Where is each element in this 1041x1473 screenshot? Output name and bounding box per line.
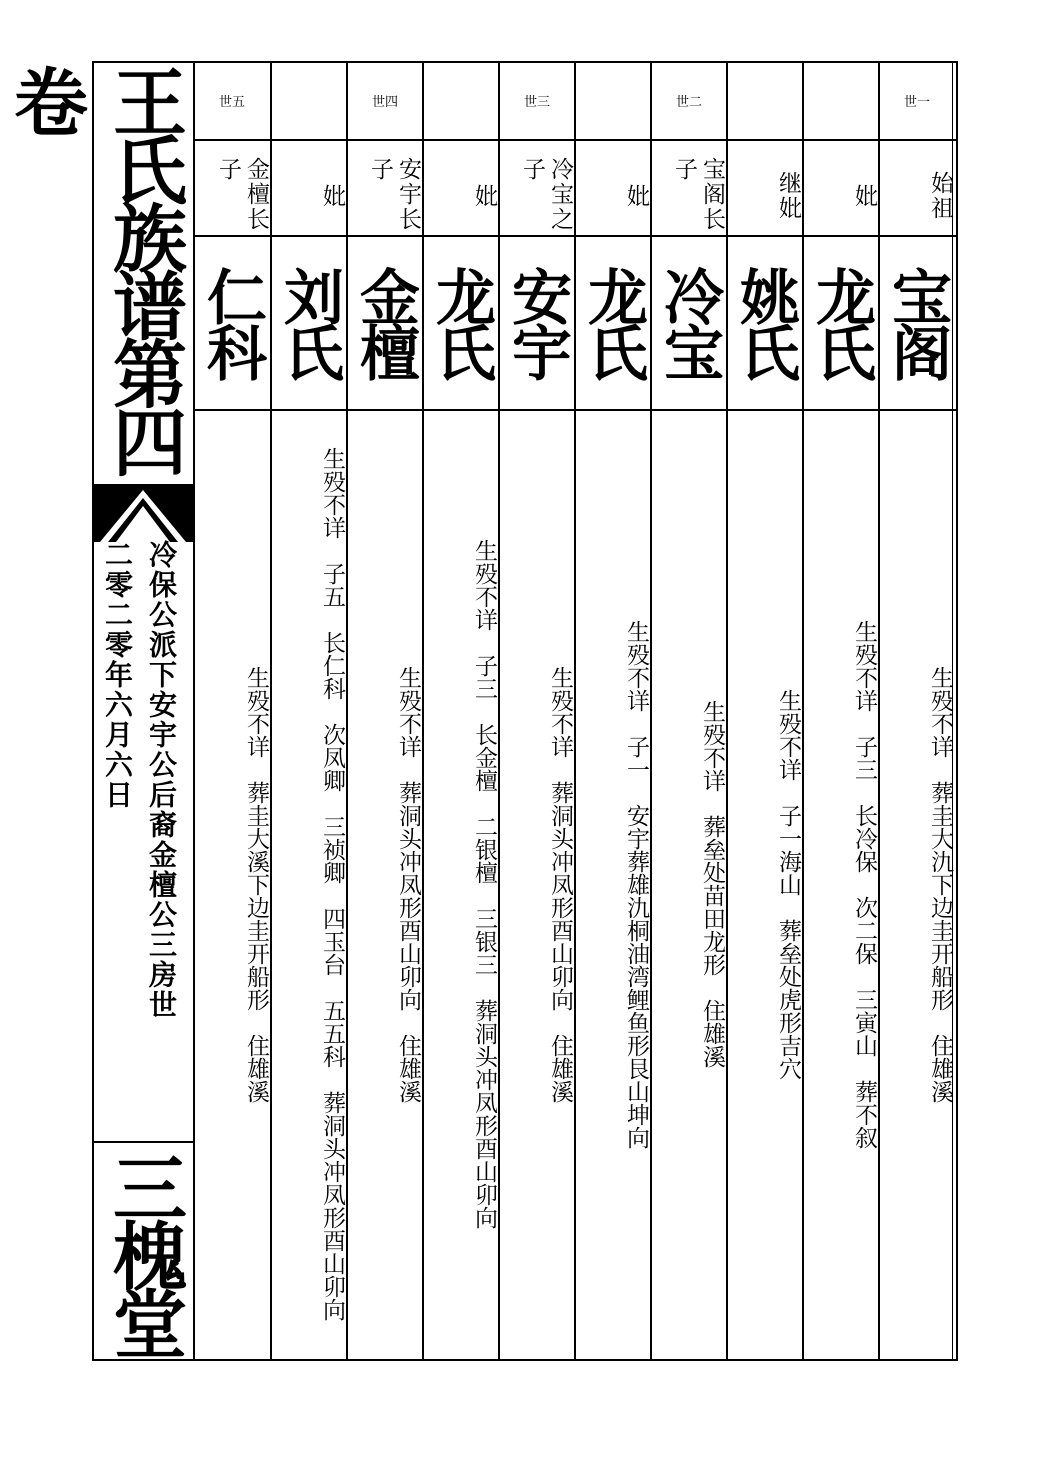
person-name: 仁科 <box>197 266 267 378</box>
person-name: 金檀 <box>350 266 420 378</box>
generation-label <box>272 61 346 139</box>
generation-label <box>576 61 650 139</box>
relation-label: 妣 <box>623 183 649 209</box>
record-column <box>270 61 346 1361</box>
generation-label: 世二 <box>675 94 702 110</box>
relation-label: 妣 <box>851 183 877 209</box>
person-name: 宝阁 <box>882 266 952 378</box>
lineage-subtitle: 冷保公派下安宇公后裔金檀公三房世 <box>145 540 178 1020</box>
record-column <box>346 61 422 1361</box>
record-column <box>422 61 498 1361</box>
record-column <box>878 61 954 1361</box>
relation-label: 妣 <box>471 183 497 209</box>
person-name: 冷宝 <box>654 266 724 378</box>
person-detail: 生殁不详 子一 安宇葬雄氿桐油湾鲤鱼形艮山坤向 <box>623 619 649 1149</box>
relation-label: 宝阁长子 <box>671 157 725 232</box>
person-name: 龙氏 <box>806 266 876 378</box>
record-column <box>574 61 650 1361</box>
relation-label: 妣 <box>319 183 345 209</box>
person-detail: 生殁不详 子三 长金檀 二银檀 三银三 葬洞头冲凤形酉山卯向 <box>471 539 497 1229</box>
record-column <box>650 61 726 1361</box>
person-detail: 生殁不详 葬圭大溪下边圭开船形 住雄溪 <box>243 665 269 1103</box>
relation-label: 安宇长子 <box>367 157 421 232</box>
person-detail: 生殁不详 子三 长冷保 次二保 三寅山 葬不叙 <box>851 619 877 1149</box>
person-detail: 生殁不详 葬洞头冲凤形酉山卯向 住雄溪 <box>547 665 573 1103</box>
relation-label: 金檀长子 <box>215 157 269 232</box>
black-banner <box>94 486 193 542</box>
generation-label: 世一 <box>903 94 930 110</box>
record-column <box>802 61 878 1361</box>
person-detail: 生殁不详 葬洞头冲凤形酉山卯向 住雄溪 <box>395 665 421 1103</box>
person-detail: 生殁不详 子五 长仁科 次凤卿 三祯卿 四玉台 五五科 葬洞头冲凤形酉山卯向 <box>319 447 345 1321</box>
compilation-date: 二零二零年六月六日 <box>101 540 134 810</box>
generation-label <box>804 61 878 139</box>
record-column <box>726 61 802 1361</box>
generation-label <box>424 61 498 139</box>
book-title: 王氏族谱第四卷 <box>2 64 187 472</box>
relation-label: 冷宝之子 <box>519 157 573 232</box>
generation-label <box>728 61 802 139</box>
person-name: 姚氏 <box>730 266 800 378</box>
record-column <box>498 61 574 1361</box>
record-column <box>194 61 270 1361</box>
generation-label: 世三 <box>523 94 550 110</box>
generation-label: 世四 <box>371 94 398 110</box>
person-name: 龙氏 <box>426 266 496 378</box>
person-name: 刘氏 <box>274 266 344 378</box>
relation-label: 继妣 <box>775 171 801 221</box>
generation-label: 世五 <box>218 94 245 110</box>
hall-divider <box>94 1141 193 1143</box>
person-detail: 生殁不详 葬垒处苗田龙形 住雄溪 <box>699 700 725 1068</box>
relation-label: 始祖 <box>927 171 953 221</box>
person-detail: 生殁不详 葬圭大氿下边圭开船形 住雄溪 <box>927 665 953 1103</box>
person-name: 龙氏 <box>578 266 648 378</box>
person-name: 安宇 <box>502 266 572 378</box>
hall-name: 三槐堂 <box>101 1150 187 1354</box>
person-detail: 生殁不详 子一海山 葬垒处虎形吉穴 <box>775 688 801 1080</box>
